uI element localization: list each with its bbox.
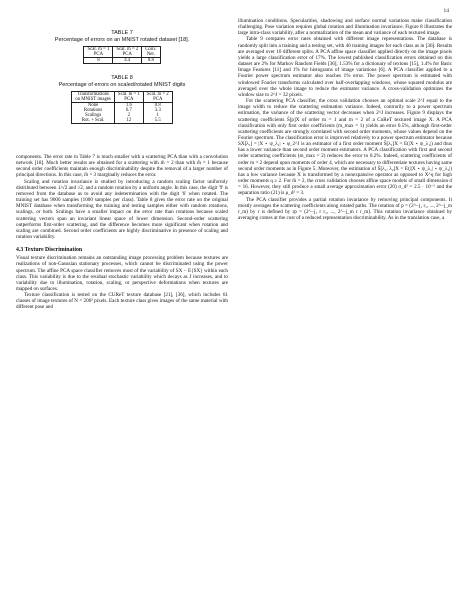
right-column — [238, 18, 452, 221]
table8-title: TABLE 8 — [111, 75, 133, 81]
section-heading: 4.3 Texture Discrimination — [16, 247, 83, 254]
body-paragraph: components. The error rate in Table 7 is much smaller with a scattering PCA than with a convolution network [18]. Much better results are obtained for a scattering with m̄ = 2 than with m̄ = 1 because second order coefficients maintain enough discriminability despite the removal of a larger number of principal directions. In this case, m̄ = 3 marginally reduces the error. — [16, 154, 228, 179]
body-paragraph: The PCA classifier provides a partial rotation invariance by removing principal components. It mostly averages the scattering coefficients along rotated paths. The rotation of p = (2^−j₁ r₁, ..., 2^−j_m r_m) by r is defined by rp = (2^−j₁ r r₁, ..., 2^−j_m r r_m). This rotation invariance obtained by averaging comes at the cost of a reduced representation discriminability. As in the translation case, a — [238, 196, 452, 221]
table8-header-cell: Scat. m̄ = 2 PCA — [143, 92, 172, 103]
body-paragraph: For the scattering PCA classifier, the cross validation chooses an optimal scale 2^J equal to the image width to reduce the scattering estimation variance. Indeed, contrarily to a power spectrum estimation, the variance of the scattering vector decreases when 2^J increases. Figure 9 displays the scattering coefficients S̄[p]X of order m = 1 and m = 2 of a CuReT textured image X. A PCA classification with only first order coefficients (m_max = 1) yields an error 0.5%, although first-order scattering coefficients are strongly correlated with second order moments, whose values depend on the Fourier spectrum. The classification error is improved relatively to a power spectrum estimator because SX[λ₁] = |X ⋆ ψ_λ₁| ⋆ φ_2^J is an estimator of a first order moment S̄[λ₁]X = E(|X ⋆ ψ_λ₁|) and thus has a lower variance than second order moment estimators. A PCA classification with first and second order scattering coefficients (m_max = 2) reduces the error to 0.2%. Indeed, scattering coefficients of order m = 2 depend upon moments of order 4, which are necessary to differentiate textures having same second order moments as in Figure 5. Moreover, the estimation of S̄[λ₁, λ₂]X = E(||X ⋆ ψ_λ₁| ⋆ ψ_λ₂|) has a low variance because X is transformed by a nonexpansive operator as opposed to X^q for high order moments q ≥ 2. For m̄ = 2, the cross validation chooses affine space models of small dimension d = 16. However, they still produce a small average approximation error (20) σ_d² = 2.5 · 10⁻¹ and the separation ratio (21) is ρ_d² = 3. — [238, 98, 452, 197]
table-cell: 4.4 — [113, 58, 142, 64]
table-row — [72, 118, 172, 124]
body-paragraph: Texture classification is tested on the CUReT texture database [21], [36], which includes 61 classes of image textures of N = 200² pixels. Each texture class gives images of the same material with different pose and — [16, 292, 228, 311]
table-cell: 1.6 — [114, 103, 143, 109]
table-cell: 3.3 — [143, 108, 172, 113]
table8 — [71, 91, 172, 124]
table7-header-cell: Scat. m̄ = 2 PCA — [113, 47, 142, 58]
table7-caption — [16, 30, 228, 44]
body-paragraph: Visual texture discrimination remains an outstanding image processing problem because textures are realizations of non-Gaussian stationary processes, which cannot be discriminated using the power spectrum. The affine PCA space classifier removes most of the variability of SX − E{SX} within each class. This variability is due to the residual stochastic variability which decays as J increases, and to variability due to illumination, rotation, scaling, or perspective deformations when textures are mapped on surfaces. — [16, 255, 228, 292]
body-paragraph: illumination conditions. Specularities, shadowing and surface normal variations make classification challenging. Pose variation requires global rotation and illumination invariance. Figure 8 illustrates the large intra-class variability, after a normalization of the mean and variance of each textured image. — [238, 18, 452, 37]
table8-header-cell: Transformations on MNIST images — [72, 92, 115, 103]
table-row — [84, 58, 160, 64]
table-cell: 5.5 — [143, 118, 172, 124]
table-cell: Rotations — [72, 108, 115, 113]
table-cell: 8.8 — [142, 58, 160, 64]
table-cell: None — [72, 103, 115, 109]
table8-caption — [16, 75, 228, 89]
table-cell: 8 — [84, 58, 113, 64]
table7-header-cell: Scat. m̄ = 1 PCA — [84, 47, 113, 58]
table-cell: 1 — [143, 113, 172, 118]
page-number: 14 — [443, 8, 449, 14]
table7-description: Percentage of errors on an MNIST rotated dataset [18]. — [54, 37, 190, 43]
body-paragraph: Scaling and rotation invariance is studied by introducing a random scaling factor uniformly distributed between 1/√2 and √2, and a random rotation by a uniform angle. In this case, the digit '9' is removed from the database as to avoid any indetermination with the digit '6' when rotated. The training set has 9000 samples (1000 samples per class). Table 8 gives the error rate on the original MNIST database when transforming the training and testing samples either with random rotations, scalings, or both. Scalings have a smaller impact on the error rate than rotations because scaled scattering vectors span an invariant linear space of lower dimension. Second-order scattering outperforms first-order scattering, and the difference becomes more significant when rotation and scaling are combined. Second order coefficients are highly discriminative in presence of scaling and rotation variability. — [16, 178, 228, 241]
table7-header-cell: Conv. Net. — [142, 47, 160, 58]
table8-header-row — [72, 92, 172, 103]
table-cell: 6.7 — [114, 108, 143, 113]
left-column — [16, 30, 228, 311]
table7-header-row — [84, 47, 160, 58]
table7-title: TABLE 7 — [111, 30, 133, 36]
table-cell: 12 — [114, 118, 143, 124]
table-cell: Scalings — [72, 113, 115, 118]
table-cell: 0.8 — [143, 103, 172, 109]
table8-description: Percentage of errors on scaled/rotated MNIST digits — [58, 82, 186, 88]
table-cell: 2 — [114, 113, 143, 118]
table-cell: Rot. + Scal. — [72, 118, 115, 124]
body-paragraph: Table 9 compares error rates obtained with different image representations. The database is randomly split into a training and a testing set, with 46 training images for each class as in [36]. Results are averaged over 10 different splits. A PCA affine space classifier applied directly on the image pixels yields a large classification error of 17%. The lowest published classification errors obtained on this dataset are 2% for Markov Random Fields [36], 1.53% for a dictionary of textons [15], 1.4% for Basic Image Features [11] and 1% for histograms of image variations [6]. A PCA classifier applied to a Fourier power spectrum estimator also reaches 1% error. The power spectrum is estimated with windowed Fourier transforms calculated over half-overlapping windows, whose squared modulus are averaged over the whole image to reduce the estimator variance. A cross-validation optimizes the window size to 2^J = 32 pixels. — [238, 36, 452, 98]
table8-header-cell: Scat. m̄ = 1 PCA — [114, 92, 143, 103]
table7 — [83, 46, 160, 64]
